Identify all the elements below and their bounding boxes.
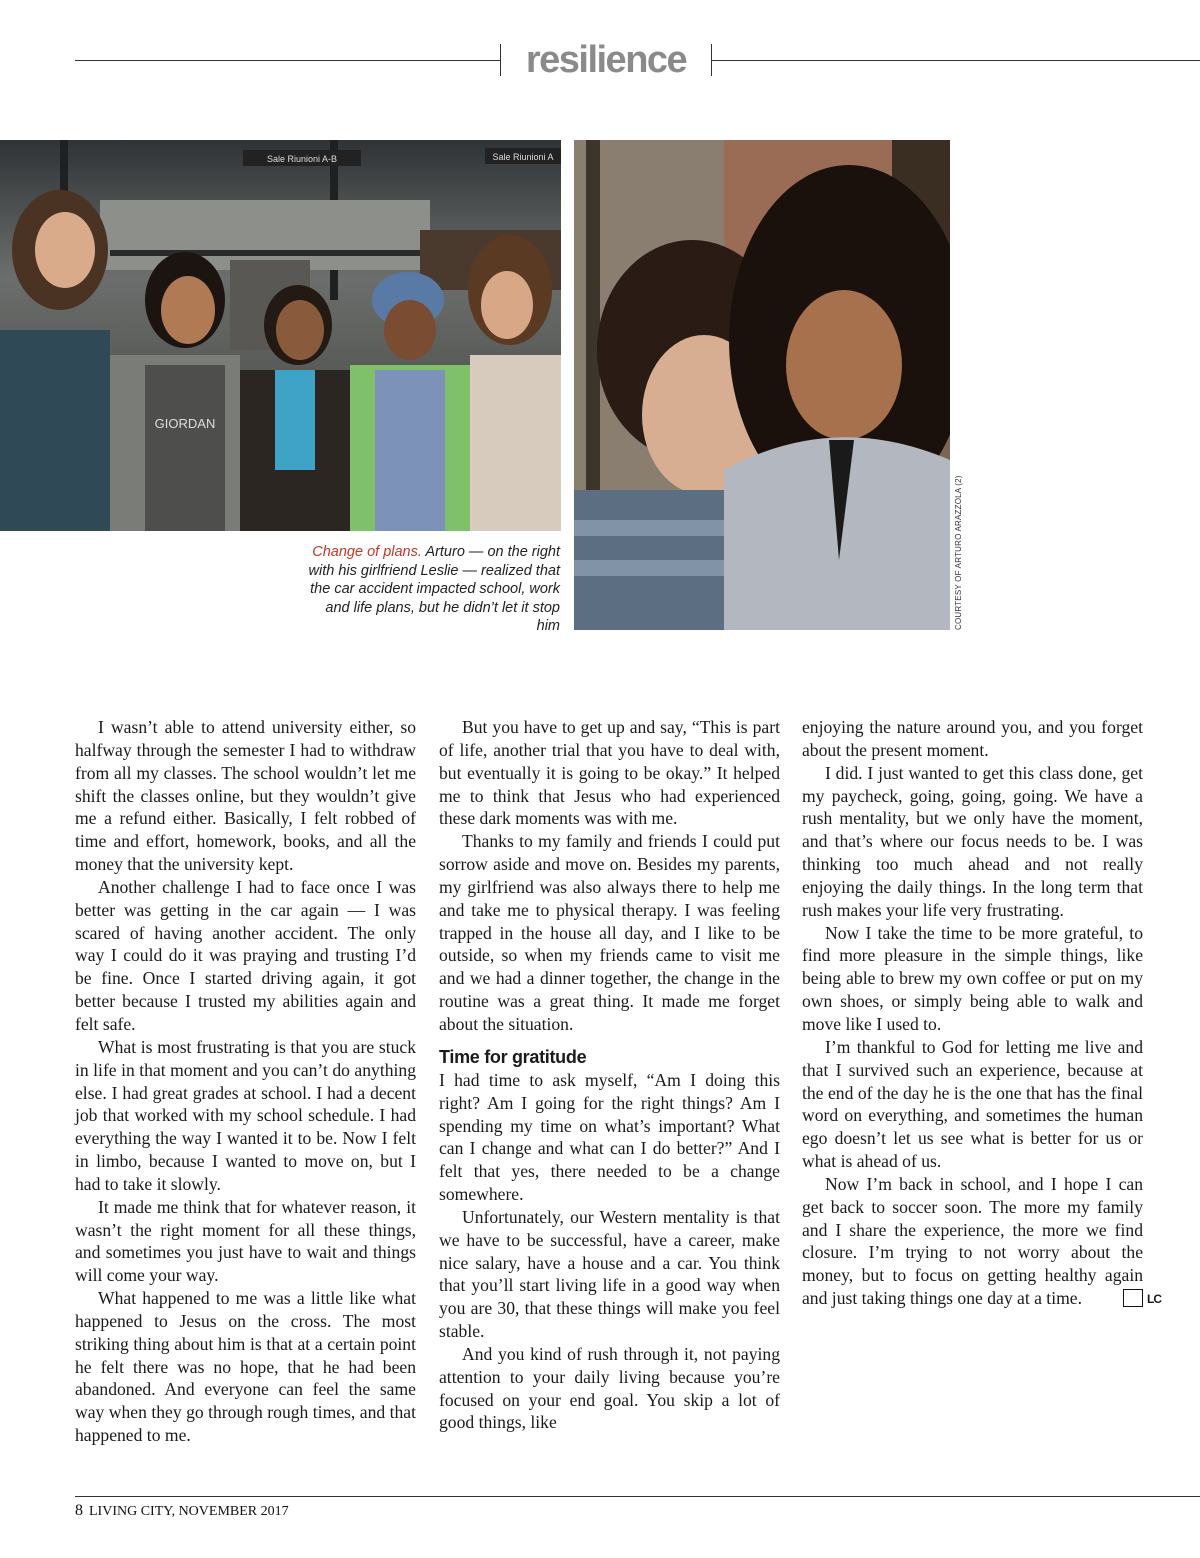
section-header (0, 40, 1200, 80)
paragraph: And you kind of rush through it, not paying attention to your daily living because you’re focused on your end goal. You skip a lot of good things, like (439, 1343, 780, 1433)
paragraph: But you have to get up and say, “This is part of life, another trial that you have to deal with, but eventually it is going to be okay.” It helped me to think that Jesus who had experienced these dark moments was with me. (439, 717, 780, 829)
section-heading: Time for gratitude (439, 1046, 587, 1067)
selfie-photo (574, 140, 950, 630)
paragraph: Another challenge I had to face once I was better was getting in the car again — I was scared of having another accident. The only way I could do it was praying and trusting I’d be fine. Once I started driving again, it got better because I trusted my abilities again and felt safe. (75, 876, 416, 1034)
header-rule-left (75, 60, 501, 61)
page-number: 8 (75, 1502, 83, 1519)
footer-rule (75, 1496, 1200, 1497)
section-title: resilience (525, 39, 687, 81)
paragraph: enjoying the nature around you, and you forget about the present moment. (802, 717, 1143, 760)
paragraph: Now I take the time to be more grateful, to find more pleasure in the simple things, like being able to brew my own coffee or put on my own shoes, or simply being able to walk and move like I used to. (802, 922, 1143, 1034)
paragraph: I had time to ask myself, “Am I doing this right? Am I going for the right things? Am I spending my time on what’s important? What can I change and what can I do better?” And I felt that yes, there needed to be a change somewhere. (439, 1069, 780, 1205)
sign-left: Sale Riunioni A-B (266, 154, 338, 164)
publication-info: LIVING CITY, NOVEMBER 2017 (89, 1504, 289, 1519)
article-column-2 (439, 716, 780, 1434)
header-rule-right (712, 60, 1200, 61)
article-column-3 (802, 716, 1161, 1310)
paragraph: I’m thankful to God for letting me live and that I survived such an experience, because at the end of the day he is the one that has the final word on everything, and sometimes the human ego doesn’t let us see what is better for us or what is ahead of us. (802, 1036, 1143, 1172)
group-photo (0, 140, 561, 531)
caption-text: Arturo — on the right with his girlfriend Leslie — realized that the car accident impacted school, work and life plans, but he didn’t let it stop him (308, 544, 560, 634)
page-footer (75, 1502, 289, 1520)
paragraph: What happened to me was a little like what happened to Jesus on the cross. The most striking thing about him is that at a certain point he felt there was no hope, that he had been abandoned. And everyone can feel the same way when they go through rough times, and that happened to me. (75, 1288, 416, 1446)
paragraph: What is most frustrating is that you are stuck in life in that moment and you can’t do anything else. I had great grades at school. I had a decent job that worked with my school schedule. I had everything the way I wanted it to be. Now I felt in limbo, because I wanted to move on, but I had to take it slowly. (75, 1036, 416, 1194)
shirt-text: GIORDAN (154, 416, 216, 431)
sign-right: Sale Riunioni A (492, 152, 554, 162)
article-column-1 (75, 716, 416, 1447)
caption-lead: Change of plans. (312, 544, 422, 560)
paragraph: I wasn’t able to attend university either, so halfway through the semester I had to withdraw from all my classes. The school wouldn’t let me shift the classes online, but they wouldn’t give me a refund either. Basically, I felt robbed of time and effort, homework, books, and all the money that the university kept. (75, 717, 416, 875)
paragraph (802, 1173, 1161, 1310)
paragraph: It made me think that for whatever reason, it wasn’t the right moment for all these things, and sometimes you just have to wait and things will come your way. (75, 1196, 416, 1286)
photo-credit: COURTESY OF ARTURO ARAZZOLA (2) (954, 475, 963, 630)
paragraph: I did. I just wanted to get this class done, get my paycheck, going, going, going. We have a rush mentality, but we only have the moment, and that’s where our focus needs to be. I was thinking too much ahead and not really enjoying the daily things. In the long term that rush makes your life very frustrating. (802, 762, 1143, 920)
photo-caption (300, 543, 560, 636)
paragraph: Thanks to my family and friends I could put sorrow aside and move on. Besides my parents, my girlfriend was also always there to help me and take me to physical therapy. I was feeling trapped in the house all day, and I like to be outside, so when my friends came to visit me and we had a dinner together, the change in the routine was a great thing. It made me forget about the situation. (439, 831, 780, 1034)
last-paragraph-text: Now I’m back in school, and I hope I can get back to soccer soon. The more my family and I share the experience, the more we find closure. I’m trying to not worry about the money, but to focus on getting healthy again and just taking things one day at a time. (802, 1173, 1143, 1309)
end-mark-logo: LC (1123, 1289, 1143, 1307)
paragraph: Unfortunately, our Western mentality is that we have to be successful, have a career, make nice salary, have a house and a car. You think that you’ll start living life in a good way when you are 30, that these things will make you feel stable. (439, 1206, 780, 1342)
